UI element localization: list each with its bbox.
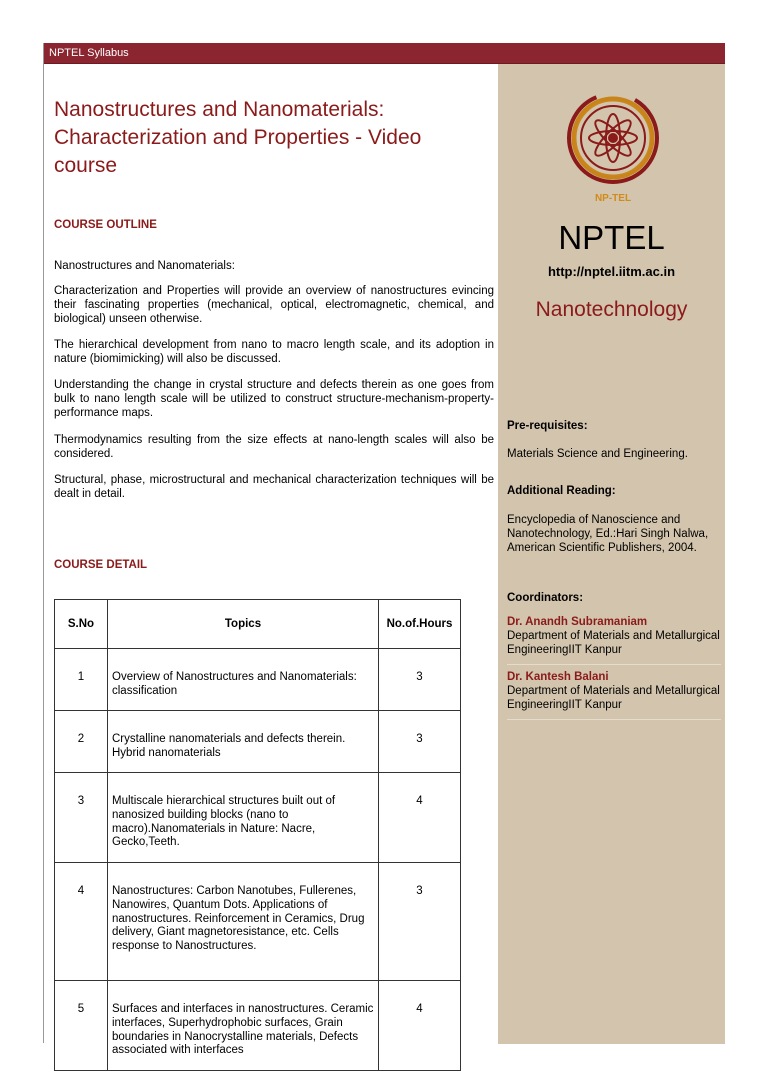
main-content	[44, 64, 498, 1057]
row-topic: Overview of Nanostructures and Nanomaterials: classification	[108, 649, 379, 711]
coordinator-dept: Department of Materials and Metallurgical EngineeringIIT Kanpur	[507, 629, 720, 656]
row-hours: 4	[379, 981, 461, 1071]
page-frame	[43, 43, 724, 1057]
table-row	[55, 773, 461, 863]
row-hours: 4	[379, 773, 461, 863]
outline-paragraph: Characterization and Properties will provide an overview of nanostructures evincing their fascinating properties (mechanical, optical, electromagnetic, chemical, and biological) unseen otherwise.	[54, 285, 494, 325]
coordinator-entry	[507, 616, 722, 657]
outline-paragraph: Nanostructures and Nanomaterials:	[54, 260, 235, 272]
outline-paragraph: Understanding the change in crystal structure and defects therein as one goes from bulk to nano length scale will be utilized to construct structure-mechanism-property-performance maps.	[54, 379, 494, 419]
row-topic: Crystalline nanomaterials and defects therein. Hybrid nanomaterials	[108, 711, 379, 773]
reading-heading: Additional Reading:	[507, 485, 616, 497]
sidebar	[498, 64, 725, 1044]
course-title: Nanostructures and Nanomaterials: Characterization and Properties - Video course	[54, 98, 422, 177]
course-detail-table	[54, 599, 461, 1071]
row-topic: Multiscale hierarchical structures built out of nanosized building blocks (nano to macro).Nanomaterials in Nature: Nacre, Gecko,Teeth.	[108, 773, 379, 863]
row-sno: 3	[55, 773, 108, 863]
table-row	[55, 711, 461, 773]
row-hours: 3	[379, 649, 461, 711]
subject-name: Nanotechnology	[535, 298, 688, 321]
nptel-logo	[538, 88, 688, 208]
coordinator-name: Dr. Kantesh Balani	[507, 671, 609, 683]
site-url[interactable]: http://nptel.iitm.ac.in	[547, 264, 676, 279]
header-topics: Topics	[108, 600, 379, 649]
coordinator-divider	[507, 664, 721, 665]
row-sno: 4	[55, 863, 108, 981]
table-row	[55, 863, 461, 981]
brand-name: NPTEL	[558, 219, 665, 256]
coordinator-divider	[507, 719, 721, 720]
coordinators-heading: Coordinators:	[507, 592, 584, 604]
header-hours: No.of.Hours	[379, 600, 461, 649]
nptel-logo-icon	[538, 88, 688, 208]
row-topic: Surfaces and interfaces in nanostructures. Ceramic interfaces, Superhydrophobic surfaces, Grain boundaries in Nanocrystalline materials, Defects associated with interfaces	[108, 981, 379, 1071]
row-sno: 1	[55, 649, 108, 711]
row-sno: 5	[55, 981, 108, 1071]
row-hours: 3	[379, 711, 461, 773]
outline-paragraph: The hierarchical development from nano to macro length scale, and its adoption in nature (biomimicking) will also be discussed.	[54, 339, 494, 365]
course-detail-heading: COURSE DETAIL	[54, 559, 148, 571]
outline-paragraph: Thermodynamics resulting from the size effects at nano-length scales will also be considered.	[54, 434, 494, 460]
prereq-heading: Pre-requisites:	[507, 420, 588, 432]
row-hours: 3	[379, 863, 461, 981]
prereq-text: Materials Science and Engineering.	[507, 448, 688, 460]
top-bar: NPTEL Syllabus	[44, 43, 725, 64]
row-sno: 2	[55, 711, 108, 773]
outline-paragraph: Structural, phase, microstructural and mechanical characterization techniques will be dealt in detail.	[54, 474, 494, 500]
table-row	[55, 649, 461, 711]
coordinator-dept: Department of Materials and Metallurgical EngineeringIIT Kanpur	[507, 684, 720, 711]
table-header-row	[55, 600, 461, 649]
coordinator-entry	[507, 671, 722, 712]
reading-text: Encyclopedia of Nanoscience and Nanotechnology, Ed.:Hari Singh Nalwa, American Scientific Publishers, 2004.	[507, 514, 709, 554]
row-topic: Nanostructures: Carbon Nanotubes, Fullerenes, Nanowires, Quantum Dots. Applications of nanostructures. Reinforcement in Ceramics, Drug delivery, Giant magnetoresistance, etc. Cells response to Nanostructures.	[108, 863, 379, 981]
coordinator-name: Dr. Anandh Subramaniam	[507, 616, 648, 628]
table-row	[55, 981, 461, 1071]
logo-text: NP-TEL	[594, 193, 632, 204]
course-outline-heading: COURSE OUTLINE	[54, 219, 157, 231]
header-sno: S.No	[55, 600, 108, 649]
